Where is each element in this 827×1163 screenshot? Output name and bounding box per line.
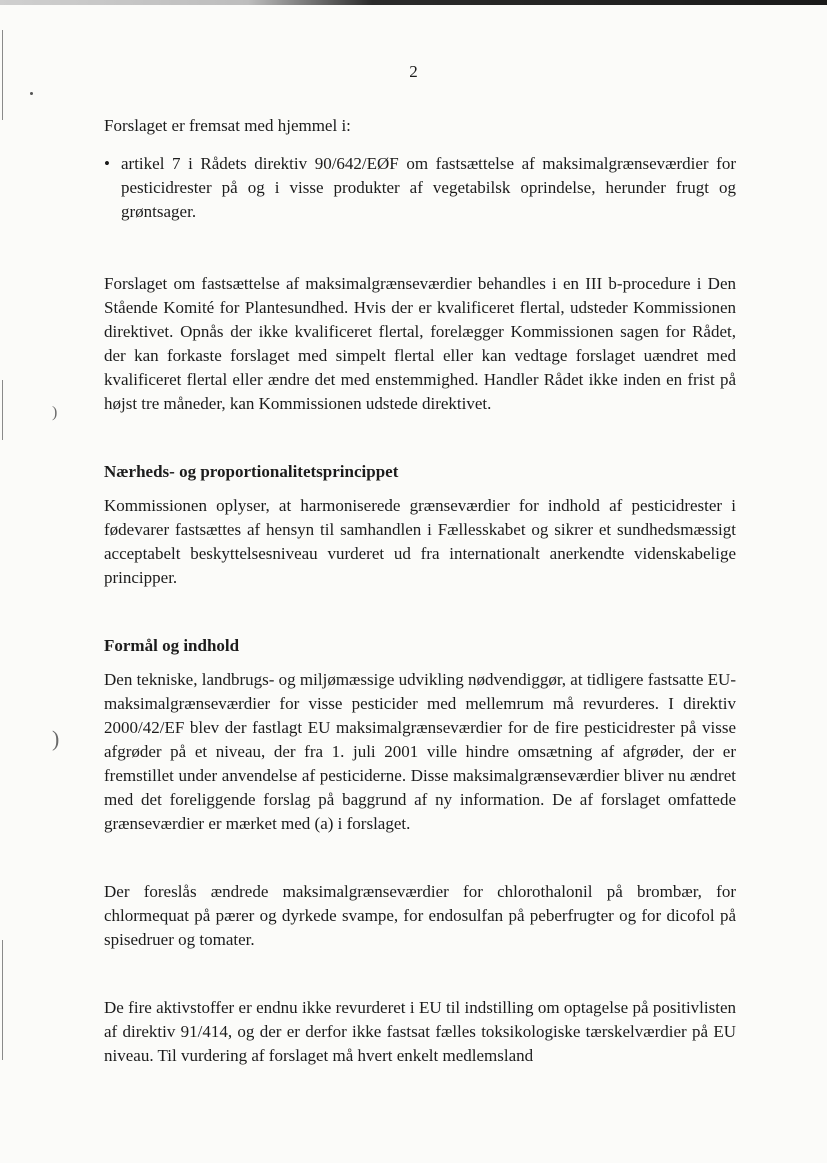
scan-left-edge [2, 940, 3, 1060]
subsidiarity-paragraph: Kommissionen oplyser, at harmoniserede grænseværdier for indhold af pesticidrester i fødevarer fastsættes af hensyn til samhandlen i Fællesskabet og sikrer et sundhedsmæssigt acceptabelt beskyttelsesniveau vurderet ud fra internationalt anerkendte videnskabelige principper. [104, 496, 736, 587]
intro-text: Forslaget er fremsat med hjemmel i: [104, 116, 351, 135]
margin-mark: ) [52, 404, 58, 421]
list-item-text: artikel 7 i Rådets direktiv 90/642/EØF om fastsættelse af maksimalgrænseværdier for pesticidrester på og i visse produkter af vegetabilsk oprindelse, herunder frugt og grøntsager. [121, 154, 736, 221]
section-heading-purpose: Formål og indhold [104, 636, 240, 655]
procedure-paragraph: Forslaget om fastsættelse af maksimalgrænseværdier behandles i en III b-procedure i Den Stående Komité for Plantesundhed. Hvis der er kvalificeret flertal, udsteder Kommissionen direktivet. Opnås der ikke kvalificeret flertal, forelægger Kommissionen sagen for Rådet, der kan forkaste forslaget med simpelt flertal eller kan vedtage forslaget uændret med kvalificeret flertal eller ændre det med enstemmighed. Handler Rådet ikke inden en frist på højst tre måneder, kan Kommissionen udstede direktivet. [104, 274, 736, 413]
scan-left-edge [2, 380, 3, 440]
page-number: 2 [409, 62, 418, 81]
list-item [104, 152, 736, 224]
section-heading-subsidiarity: Nærheds- og proportionalitetsprincippet [104, 462, 399, 481]
active-substances-paragraph: De fire aktivstoffer er endnu ikke revurderet i EU til indstilling om optagelse på positivlisten af direktiv 91/414, og der er derfor ikke fastsat fælles toksikologiske tærskelværdier på EU niveau. Til vurdering af forslaget må hvert enkelt medlemsland [104, 998, 736, 1065]
bullet-icon: • [104, 154, 110, 173]
purpose-paragraph: Den tekniske, landbrugs- og miljømæssige udvikling nødvendiggør, at tidligere fastsatte EU-maksimalgrænseværdier for visse pesticider med mellemrum må revurderes. I direktiv 2000/42/EF blev der fastlagt EU maksimalgrænseværdier for de fire pesticidrester på visse afgrøder på et niveau, der fra 1. juli 2001 ville hindre omsætning af afgrøder, der er fremstillet under anvendelse af pesticiderne. Disse maksimalgrænseværdier bliver nu ændret med det foreliggende forslag på baggrund af ny information. De af forslaget omfattede grænseværdier er mærket med (a) i forslaget. [104, 670, 736, 833]
document-body [104, 114, 736, 1068]
legal-basis-list [104, 152, 736, 224]
proposed-limits-paragraph: Der foreslås ændrede maksimalgrænseværdier for chlorothalonil på brombær, for chlormequat på pærer og dyrkede svampe, for endosulfan på peberfrugter og for dicofol på spisedruer og tomater. [104, 882, 736, 949]
margin-mark: ) [52, 726, 60, 751]
scan-speck [30, 92, 33, 95]
scan-top-rule [0, 0, 827, 5]
